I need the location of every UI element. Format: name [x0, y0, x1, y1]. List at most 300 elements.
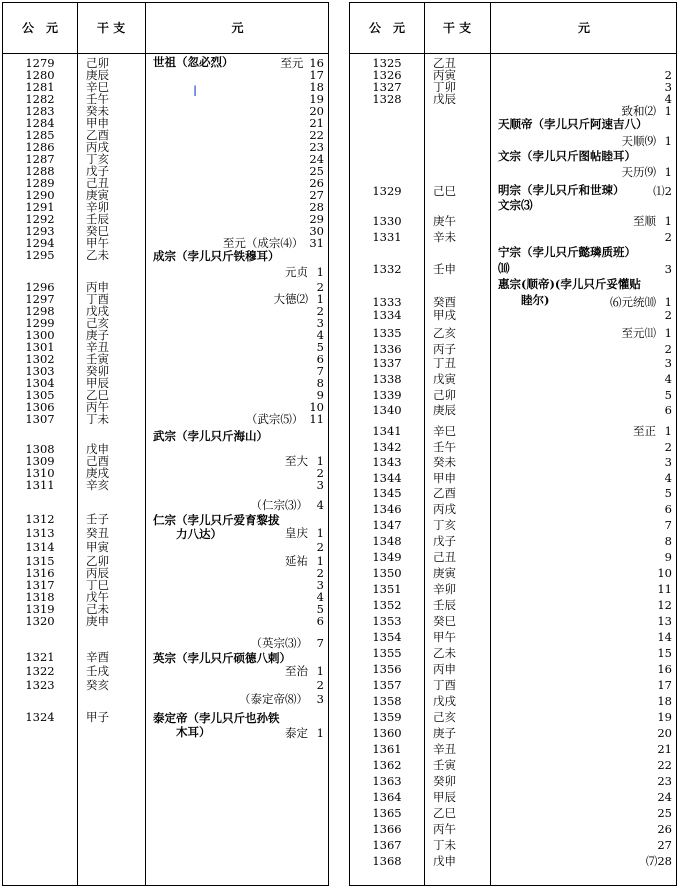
ganzhi-cell: 辛未	[433, 230, 456, 244]
table-row	[350, 823, 676, 835]
year-cell: 1306	[25, 400, 55, 414]
ganzhi-cell: 戊申	[433, 854, 456, 868]
ganzhi-cell: 壬申	[433, 262, 456, 276]
table-row	[350, 679, 676, 691]
emperor-label: ⑽	[498, 261, 510, 275]
year-cell: 1359	[372, 710, 402, 724]
ganzhi-cell: 庚辰	[433, 403, 456, 417]
era-year-number: 2	[664, 308, 672, 322]
era-name: 致和⑵	[621, 104, 656, 118]
era-cell	[510, 343, 672, 355]
emperor-label: 力八达）	[153, 527, 222, 541]
era-year-number: 5	[664, 486, 672, 500]
emperor-label: 宁宗（孛儿只斤懿璘质班）	[498, 245, 636, 259]
era-cell	[510, 599, 672, 611]
year-cell: 1300	[25, 328, 55, 342]
table-row	[350, 599, 676, 611]
era-cell	[163, 293, 324, 305]
table-row	[350, 487, 676, 499]
era-cell	[163, 213, 324, 225]
emperor-label: 天顺帝（孛儿只斤阿速吉八）	[498, 117, 648, 131]
era-cell	[163, 591, 324, 603]
table-row	[350, 166, 676, 178]
ganzhi-cell: 辛巳	[86, 80, 109, 94]
ganzhi-cell: 己丑	[433, 550, 456, 564]
era-name: 至元	[280, 56, 304, 70]
era-year-number: 3	[316, 316, 324, 330]
era-year-number: 26	[309, 176, 324, 190]
era-year-number: 3	[664, 80, 672, 94]
ganzhi-cell: 乙未	[433, 646, 456, 660]
era-year-number: 17	[309, 68, 324, 82]
ganzhi-cell: 庚辰	[86, 68, 109, 82]
era-year-number: ⑴2	[653, 184, 672, 198]
year-cell: 1367	[372, 838, 402, 852]
era-year-number: 2	[316, 466, 324, 480]
table-row	[350, 663, 676, 675]
era-year-number: 22	[309, 128, 324, 142]
era-year-number: 1	[316, 726, 324, 740]
table-row	[350, 743, 676, 755]
ganzhi-cell: 戊戌	[86, 304, 109, 318]
era-cell	[163, 693, 324, 705]
era-name: 皇庆	[285, 526, 308, 540]
era-year-number: 12	[657, 598, 672, 612]
ganzhi-cell: 庚寅	[86, 188, 109, 202]
era-year-number: 16	[657, 662, 672, 676]
ganzhi-cell: 癸巳	[433, 614, 456, 628]
table-row	[350, 631, 676, 643]
year-cell: 1346	[372, 502, 402, 516]
ganzhi-cell: 癸亥	[86, 678, 109, 692]
era-cell	[163, 603, 324, 615]
emperor-label: 泰定帝（孛儿只斤也孙铁	[153, 711, 280, 725]
era-year-number: 2	[316, 280, 324, 294]
ganzhi-cell: 壬午	[86, 92, 109, 106]
era-cell	[510, 823, 672, 835]
era-cell	[163, 555, 324, 567]
ganzhi-cell: 辛亥	[86, 478, 109, 492]
era-year-number: 1	[316, 292, 324, 306]
year-cell: 1328	[372, 92, 402, 106]
table-row	[350, 551, 676, 563]
year-cell: 1363	[372, 774, 402, 788]
era-name: （武宗⑸）	[245, 412, 304, 426]
year-cell: 1323	[25, 678, 55, 692]
year-cell: 1314	[25, 540, 55, 554]
era-year-number: 11	[309, 412, 324, 426]
ganzhi-cell: 壬辰	[433, 598, 456, 612]
era-cell	[510, 105, 672, 117]
year-cell: 1361	[372, 742, 402, 756]
era-cell	[510, 519, 672, 531]
era-cell	[510, 425, 672, 437]
ganzhi-cell: 丁亥	[86, 152, 109, 166]
ganzhi-cell: 乙巳	[86, 388, 109, 402]
ganzhi-cell: 癸巳	[86, 224, 109, 238]
table-row	[350, 855, 676, 867]
era-year-number: 1	[316, 526, 324, 540]
era-year-number: 5	[316, 602, 324, 616]
right-table	[349, 2, 677, 886]
ganzhi-cell: 丁巳	[86, 578, 109, 592]
emperor-label: 木耳）	[153, 725, 211, 739]
era-cell	[163, 365, 324, 377]
table-row	[350, 759, 676, 771]
year-cell: 1347	[372, 518, 402, 532]
era-year-number: 23	[309, 140, 324, 154]
ganzhi-cell: 壬午	[433, 440, 456, 454]
era-cell	[510, 791, 672, 803]
era-year-number: 7	[316, 636, 324, 650]
era-year-number: 4	[316, 328, 324, 342]
ganzhi-cell: 癸丑	[86, 526, 109, 540]
year-cell: 1351	[372, 582, 402, 596]
ganzhi-cell: 甲午	[86, 236, 109, 250]
era-year-number: 8	[316, 376, 324, 390]
era-cell	[510, 456, 672, 468]
year-cell: 1337	[372, 356, 402, 370]
ganzhi-cell: 辛巳	[433, 424, 456, 438]
year-cell: 1301	[25, 340, 55, 354]
ganzhi-cell: 庚戌	[86, 466, 109, 480]
year-cell: 1295	[25, 248, 55, 262]
era-year-number: 1	[664, 295, 672, 309]
era-cell	[510, 404, 672, 416]
era-cell	[510, 215, 672, 227]
ganzhi-cell: 戊子	[433, 534, 456, 548]
year-cell: 1362	[372, 758, 402, 772]
era-name: 至正	[633, 424, 656, 438]
era-cell	[163, 165, 324, 177]
era-year-number: 1	[316, 664, 324, 678]
era-year-number: 16	[309, 56, 324, 70]
era-year-number: 9	[664, 550, 672, 564]
ganzhi-cell: 丁酉	[86, 292, 109, 306]
ganzhi-cell: 乙巳	[433, 806, 456, 820]
table-row	[350, 647, 676, 659]
year-cell: 1304	[25, 376, 55, 390]
table-row	[350, 807, 676, 819]
era-year-number: 15	[657, 646, 672, 660]
era-year-number: 3	[316, 692, 324, 706]
text-cursor-icon: I	[193, 84, 198, 100]
table-row	[350, 535, 676, 547]
ganzhi-cell: 丁丑	[433, 356, 456, 370]
year-cell: 1344	[372, 471, 402, 485]
year-cell: 1312	[25, 512, 55, 526]
year-cell: 1302	[25, 352, 55, 366]
table-row	[350, 343, 676, 355]
table-row	[3, 479, 328, 491]
year-cell: 1287	[25, 152, 55, 166]
emperor-label: 成宗（孛儿只斤铁穆耳）	[153, 249, 280, 263]
era-year-number: 2	[316, 678, 324, 692]
era-cell	[510, 583, 672, 595]
table-row	[350, 583, 676, 595]
era-year-number: 13	[657, 614, 672, 628]
ganzhi-cell: 甲戌	[433, 308, 456, 322]
era-year-number: 4	[664, 471, 672, 485]
ganzhi-cell: 丙子	[433, 342, 456, 356]
ganzhi-cell: 戊子	[86, 164, 109, 178]
era-cell	[163, 389, 324, 401]
era-cell	[510, 309, 672, 321]
era-year-number: 5	[664, 388, 672, 402]
ganzhi-cell: 辛酉	[86, 650, 109, 664]
table-row	[3, 693, 328, 705]
ganzhi-cell: 己卯	[86, 56, 109, 70]
ganzhi-cell: 丁未	[433, 838, 456, 852]
ganzhi-cell: 辛丑	[433, 742, 456, 756]
era-cell	[510, 711, 672, 723]
era-year-number: 3	[664, 356, 672, 370]
year-cell: 1303	[25, 364, 55, 378]
ganzhi-cell: 癸卯	[86, 364, 109, 378]
era-name: 至元⑾	[621, 326, 656, 340]
era-name: （仁宗⑶）	[250, 498, 308, 512]
year-cell: 1294	[25, 236, 55, 250]
era-cell	[163, 679, 324, 691]
era-year-number: 4	[664, 372, 672, 386]
era-cell	[510, 647, 672, 659]
year-cell: 1343	[372, 455, 402, 469]
era-year-number: 1	[664, 104, 672, 118]
year-cell: 1364	[372, 790, 402, 804]
era-cell	[510, 357, 672, 369]
year-cell: 1345	[372, 486, 402, 500]
era-name: 泰定	[285, 726, 308, 740]
emperor-label: 仁宗（孛儿只斤爱育黎拔	[153, 513, 280, 527]
table-row	[350, 456, 676, 468]
era-year-number: 7	[316, 364, 324, 378]
year-cell: 1279	[25, 56, 55, 70]
era-name: 天顺⑼	[621, 134, 656, 148]
emperor-label: 武宗（孛儿只斤海山）	[153, 429, 268, 443]
ganzhi-cell: 辛丑	[86, 340, 109, 354]
era-year-number: 3	[664, 455, 672, 469]
era-year-number: 6	[316, 352, 324, 366]
era-cell	[510, 166, 672, 178]
ganzhi-cell: 癸未	[86, 104, 109, 118]
year-cell: 1311	[25, 478, 55, 492]
era-year-number: 4	[316, 590, 324, 604]
year-cell: 1350	[372, 566, 402, 580]
ganzhi-cell: 丙午	[433, 822, 456, 836]
header-ganzhi: 干 支	[442, 21, 472, 35]
era-cell	[163, 93, 324, 105]
era-year-number: 22	[657, 758, 672, 772]
era-year-number: 25	[309, 164, 324, 178]
table-row	[350, 567, 676, 579]
era-cell	[510, 615, 672, 627]
era-cell	[510, 759, 672, 771]
era-year-number: 2	[316, 304, 324, 318]
table-row	[350, 105, 676, 117]
era-year-number: 1	[664, 326, 672, 340]
header-ganzhi: 干 支	[96, 21, 126, 35]
ganzhi-cell: 癸卯	[433, 774, 456, 788]
ganzhi-cell: 庚午	[433, 214, 456, 228]
era-cell	[163, 153, 324, 165]
ganzhi-cell: 己丑	[86, 176, 109, 190]
ganzhi-cell: 壬寅	[86, 352, 109, 366]
era-year-number: 26	[657, 822, 672, 836]
era-cell	[163, 305, 324, 317]
table-row	[350, 425, 676, 437]
era-cell	[163, 117, 324, 129]
era-year-number: 6	[664, 403, 672, 417]
table-row	[3, 679, 328, 691]
era-cell	[163, 129, 324, 141]
year-cell: 1325	[372, 56, 402, 70]
era-year-number: 2	[664, 342, 672, 356]
era-year-number: 20	[309, 104, 324, 118]
year-cell: 1360	[372, 726, 402, 740]
ganzhi-cell: 乙酉	[86, 128, 109, 142]
era-cell	[510, 373, 672, 385]
ganzhi-cell: 丙戌	[433, 502, 456, 516]
era-year-number: 10	[309, 400, 324, 414]
ganzhi-cell: 己卯	[433, 388, 456, 402]
emperor-label: 睦尔)	[498, 293, 550, 307]
era-cell	[163, 141, 324, 153]
era-year-number: 1	[664, 424, 672, 438]
era-cell	[510, 389, 672, 401]
year-cell: 1358	[372, 694, 402, 708]
emperor-label: 明宗（孛儿只斤和世㻋）	[498, 183, 625, 197]
table-row	[3, 665, 328, 677]
era-year-number: 19	[657, 710, 672, 724]
era-cell	[510, 472, 672, 484]
era-year-number: 18	[309, 80, 324, 94]
era-year-number: 21	[657, 742, 672, 756]
year-cell: 1329	[372, 184, 402, 198]
emperor-label: 惠宗(顺帝)(孛儿只斤妥懽贴	[498, 277, 641, 291]
year-cell: 1322	[25, 664, 55, 678]
header-era: 元	[231, 21, 244, 35]
ganzhi-cell: 壬戌	[86, 664, 109, 678]
era-cell	[163, 237, 324, 249]
header-year: 公 元	[21, 21, 58, 35]
era-year-number: 17	[657, 678, 672, 692]
ganzhi-cell: 甲辰	[433, 790, 456, 804]
ganzhi-cell: 甲寅	[86, 540, 109, 554]
era-year-number: 19	[309, 92, 324, 106]
year-cell: 1288	[25, 164, 55, 178]
era-cell	[163, 455, 324, 467]
table-row	[350, 309, 676, 321]
table-row	[350, 791, 676, 803]
header-era: 元	[577, 21, 590, 35]
era-name: 天历⑼	[621, 165, 656, 179]
era-name: 延祐	[285, 554, 308, 568]
year-cell: 1280	[25, 68, 55, 82]
year-cell: 1326	[372, 68, 402, 82]
era-year-number: 27	[657, 838, 672, 852]
year-cell: 1333	[372, 295, 402, 309]
era-year-number: 9	[316, 388, 324, 402]
year-cell: 1339	[372, 388, 402, 402]
era-cell	[163, 579, 324, 591]
era-name: 元贞	[285, 265, 308, 279]
ganzhi-cell: 乙酉	[433, 486, 456, 500]
era-name: （泰定帝⑻）	[239, 692, 308, 706]
year-cell: 1324	[25, 710, 55, 724]
table-row	[3, 637, 328, 649]
era-cell	[510, 679, 672, 691]
ganzhi-cell: 丁未	[86, 412, 109, 426]
year-cell: 1335	[372, 326, 402, 340]
era-cell	[510, 231, 672, 243]
ganzhi-cell: 庚申	[86, 614, 109, 628]
era-year-number: 4	[664, 92, 672, 106]
year-cell: 1281	[25, 80, 55, 94]
right-header	[350, 3, 676, 54]
year-cell: 1349	[372, 550, 402, 564]
era-cell	[163, 341, 324, 353]
era-cell	[510, 81, 672, 93]
era-year-number: 2	[316, 566, 324, 580]
year-cell: 1282	[25, 92, 55, 106]
emperor-label: 世祖（忽必烈）	[153, 55, 234, 69]
ganzhi-cell: 丙戌	[86, 140, 109, 154]
era-year-number: 10	[657, 566, 672, 580]
year-cell: 1285	[25, 128, 55, 142]
year-cell: 1313	[25, 526, 55, 540]
year-cell: 1356	[372, 662, 402, 676]
era-year-number: 1	[316, 454, 324, 468]
era-cell	[163, 499, 324, 511]
era-cell	[163, 317, 324, 329]
era-year-number: 31	[309, 236, 324, 250]
year-cell: 1341	[372, 424, 402, 438]
era-cell	[163, 329, 324, 341]
year-cell: 1307	[25, 412, 55, 426]
table-row	[350, 503, 676, 515]
left-table	[2, 2, 329, 886]
ganzhi-cell: 庚寅	[433, 566, 456, 580]
era-year-number: 2	[316, 540, 324, 554]
year-cell: 1342	[372, 440, 402, 454]
ganzhi-cell: 己亥	[433, 710, 456, 724]
year-cell: 1327	[372, 80, 402, 94]
year-cell: 1330	[372, 214, 402, 228]
era-name: ⑹元统⑽	[610, 295, 656, 309]
year-cell: 1317	[25, 578, 55, 592]
era-cell	[510, 69, 672, 81]
era-name: 至顺	[633, 214, 656, 228]
era-year-number: 24	[309, 152, 324, 166]
table-row	[350, 357, 676, 369]
ganzhi-cell: 丁亥	[433, 518, 456, 532]
era-cell	[510, 327, 672, 339]
ganzhi-cell: 戊辰	[433, 92, 456, 106]
ganzhi-cell: 乙亥	[433, 326, 456, 340]
era-cell	[163, 665, 324, 677]
era-year-number: 30	[309, 224, 324, 238]
year-cell: 1291	[25, 200, 55, 214]
ganzhi-cell: 甲辰	[86, 376, 109, 390]
era-year-number: 11	[657, 582, 672, 596]
ganzhi-cell: 甲申	[433, 471, 456, 485]
era-cell	[510, 663, 672, 675]
table-row	[350, 727, 676, 739]
year-cell: 1338	[372, 372, 402, 386]
year-cell: 1353	[372, 614, 402, 628]
era-cell	[163, 479, 324, 491]
ganzhi-cell: 庚子	[433, 726, 456, 740]
